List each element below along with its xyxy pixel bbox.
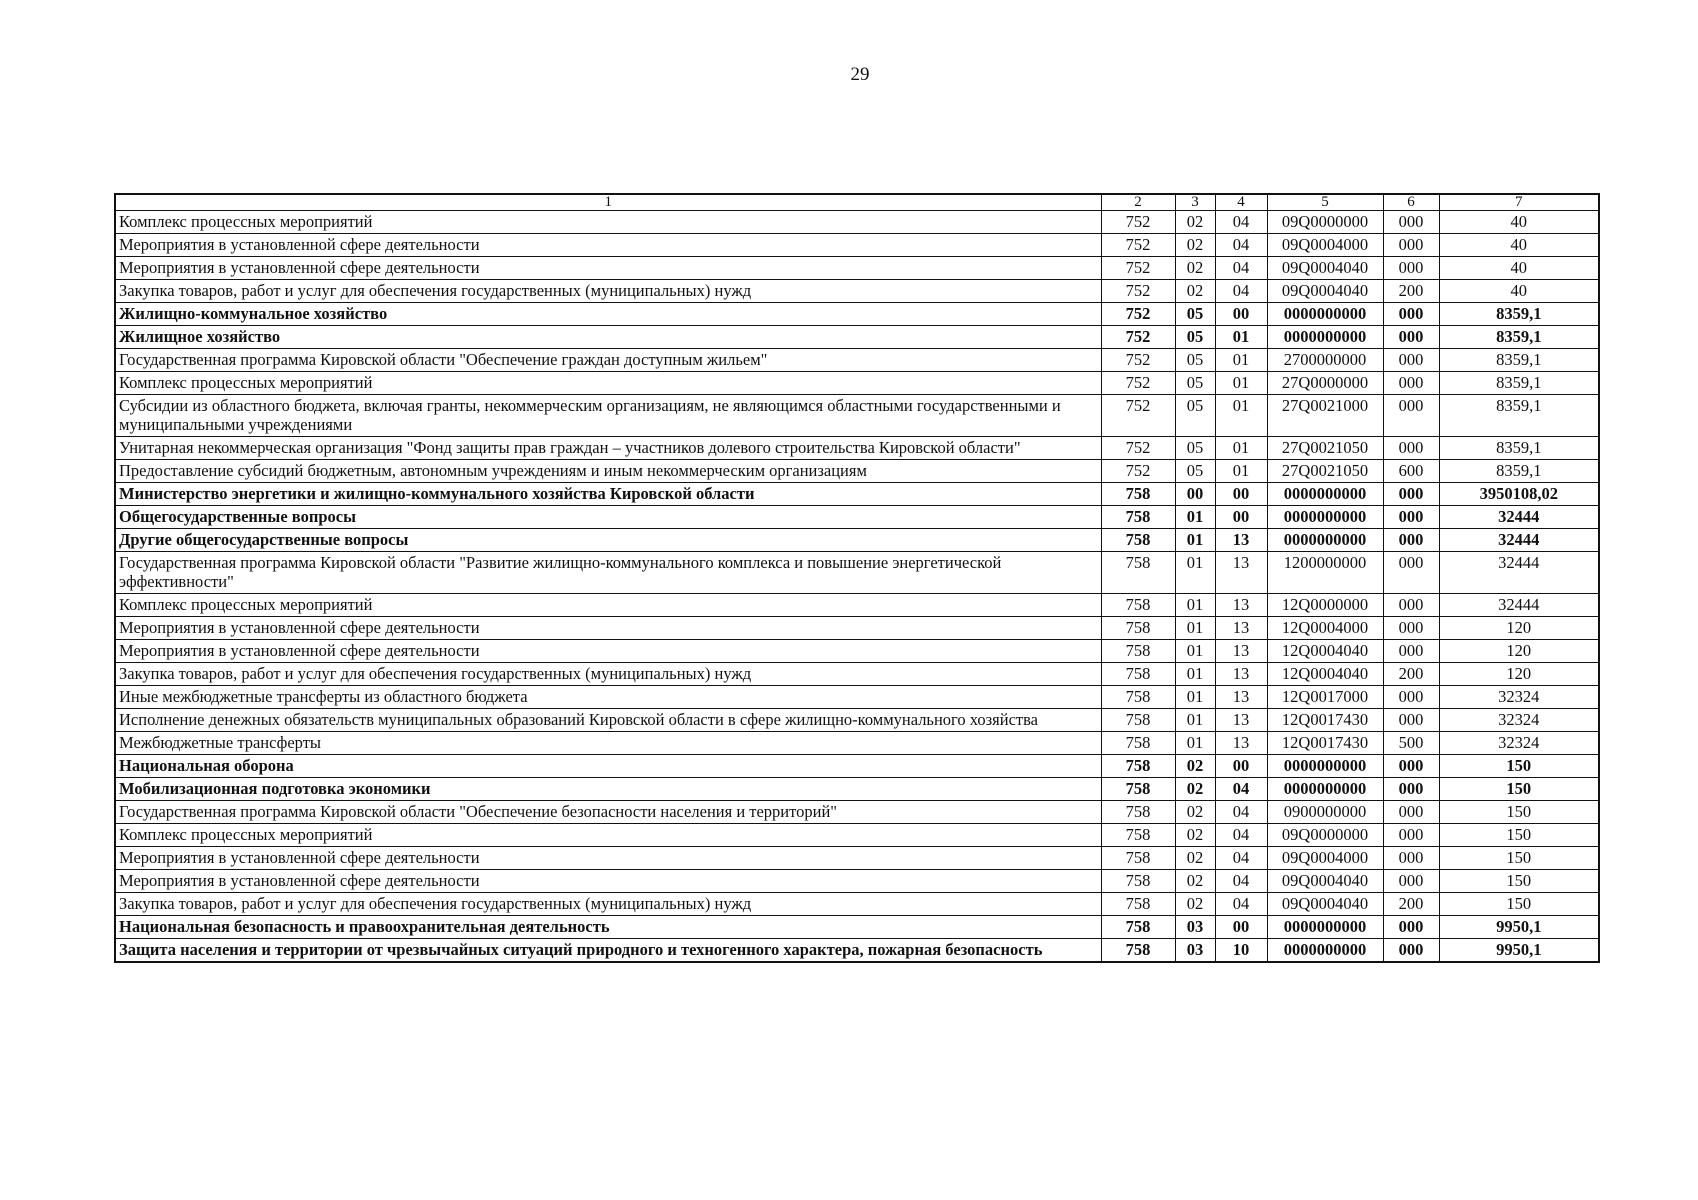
table-row — [115, 437, 1599, 460]
table-row — [115, 349, 1599, 372]
row-subsection-cell: 04 — [1215, 801, 1267, 824]
table-row — [115, 755, 1599, 778]
row-section-cell: 01 — [1175, 529, 1215, 552]
row-section-cell: 05 — [1175, 437, 1215, 460]
row-name-cell: Национальная безопасность и правоохранительная деятельность — [115, 916, 1101, 939]
row-expense-type-cell: 000 — [1383, 870, 1439, 893]
row-section-cell: 01 — [1175, 617, 1215, 640]
row-expense-type-cell: 000 — [1383, 617, 1439, 640]
row-amount-cell: 150 — [1439, 801, 1599, 824]
row-subsection-cell: 13 — [1215, 640, 1267, 663]
table-row — [115, 686, 1599, 709]
row-amount-cell: 40 — [1439, 280, 1599, 303]
row-grbs-cell: 758 — [1101, 732, 1175, 755]
row-expense-type-cell: 600 — [1383, 460, 1439, 483]
header-cell-1: 1 — [115, 194, 1101, 211]
row-target-code-cell: 0000000000 — [1267, 755, 1383, 778]
row-section-cell: 05 — [1175, 372, 1215, 395]
row-target-code-cell: 12Q0017000 — [1267, 686, 1383, 709]
row-target-code-cell: 2700000000 — [1267, 349, 1383, 372]
row-subsection-cell: 04 — [1215, 893, 1267, 916]
row-name-cell: Государственная программа Кировской области "Обеспечение граждан доступным жильем" — [115, 349, 1101, 372]
row-subsection-cell: 13 — [1215, 732, 1267, 755]
row-section-cell: 00 — [1175, 483, 1215, 506]
row-grbs-cell: 758 — [1101, 552, 1175, 594]
row-section-cell: 05 — [1175, 395, 1215, 437]
row-expense-type-cell: 000 — [1383, 755, 1439, 778]
row-subsection-cell: 01 — [1215, 349, 1267, 372]
table-row — [115, 801, 1599, 824]
row-target-code-cell: 12Q0000000 — [1267, 594, 1383, 617]
row-section-cell: 02 — [1175, 234, 1215, 257]
row-subsection-cell: 04 — [1215, 280, 1267, 303]
table-row — [115, 732, 1599, 755]
row-amount-cell: 120 — [1439, 617, 1599, 640]
row-amount-cell: 8359,1 — [1439, 437, 1599, 460]
row-grbs-cell: 758 — [1101, 686, 1175, 709]
row-subsection-cell: 04 — [1215, 257, 1267, 280]
row-expense-type-cell: 000 — [1383, 824, 1439, 847]
table-row — [115, 372, 1599, 395]
row-expense-type-cell: 200 — [1383, 663, 1439, 686]
row-subsection-cell: 04 — [1215, 778, 1267, 801]
row-name-cell: Закупка товаров, работ и услуг для обеспечения государственных (муниципальных) нужд — [115, 663, 1101, 686]
row-grbs-cell: 758 — [1101, 939, 1175, 963]
row-expense-type-cell: 000 — [1383, 778, 1439, 801]
row-section-cell: 02 — [1175, 847, 1215, 870]
row-amount-cell: 8359,1 — [1439, 395, 1599, 437]
row-grbs-cell: 758 — [1101, 824, 1175, 847]
row-expense-type-cell: 000 — [1383, 594, 1439, 617]
row-name-cell: Государственная программа Кировской области "Развитие жилищно-коммунального комплекса и повышение энергетической эффективности" — [115, 552, 1101, 594]
row-target-code-cell: 12Q0004040 — [1267, 640, 1383, 663]
row-amount-cell: 32444 — [1439, 529, 1599, 552]
header-cell-2: 2 — [1101, 194, 1175, 211]
row-section-cell: 03 — [1175, 916, 1215, 939]
row-name-cell: Мероприятия в установленной сфере деятельности — [115, 847, 1101, 870]
row-subsection-cell: 01 — [1215, 460, 1267, 483]
row-subsection-cell: 04 — [1215, 847, 1267, 870]
row-expense-type-cell: 000 — [1383, 847, 1439, 870]
row-subsection-cell: 04 — [1215, 824, 1267, 847]
row-amount-cell: 32324 — [1439, 709, 1599, 732]
page-number: 29 — [850, 64, 870, 85]
row-name-cell: Комплекс процессных мероприятий — [115, 372, 1101, 395]
row-target-code-cell: 09Q0004040 — [1267, 257, 1383, 280]
row-expense-type-cell: 000 — [1383, 326, 1439, 349]
row-grbs-cell: 752 — [1101, 395, 1175, 437]
row-section-cell: 05 — [1175, 460, 1215, 483]
table-row — [115, 893, 1599, 916]
row-target-code-cell: 09Q0004000 — [1267, 847, 1383, 870]
row-subsection-cell: 00 — [1215, 483, 1267, 506]
row-target-code-cell: 27Q0021050 — [1267, 460, 1383, 483]
row-grbs-cell: 752 — [1101, 234, 1175, 257]
row-target-code-cell: 0000000000 — [1267, 483, 1383, 506]
row-section-cell: 05 — [1175, 303, 1215, 326]
row-grbs-cell: 752 — [1101, 437, 1175, 460]
table-row — [115, 870, 1599, 893]
row-target-code-cell: 12Q0004040 — [1267, 663, 1383, 686]
row-amount-cell: 150 — [1439, 870, 1599, 893]
row-grbs-cell: 758 — [1101, 483, 1175, 506]
row-section-cell: 02 — [1175, 870, 1215, 893]
row-name-cell: Унитарная некоммерческая организация "Фонд защиты прав граждан – участников долевого строительства Кировской области" — [115, 437, 1101, 460]
row-subsection-cell: 00 — [1215, 303, 1267, 326]
row-expense-type-cell: 000 — [1383, 916, 1439, 939]
row-expense-type-cell: 000 — [1383, 686, 1439, 709]
row-subsection-cell: 13 — [1215, 709, 1267, 732]
row-subsection-cell: 04 — [1215, 211, 1267, 234]
row-grbs-cell: 752 — [1101, 211, 1175, 234]
row-section-cell: 01 — [1175, 663, 1215, 686]
header-cell-6: 6 — [1383, 194, 1439, 211]
row-amount-cell: 150 — [1439, 778, 1599, 801]
row-grbs-cell: 758 — [1101, 847, 1175, 870]
table-row — [115, 280, 1599, 303]
row-grbs-cell: 752 — [1101, 326, 1175, 349]
header-cell-3: 3 — [1175, 194, 1215, 211]
row-name-cell: Закупка товаров, работ и услуг для обеспечения государственных (муниципальных) нужд — [115, 893, 1101, 916]
row-amount-cell: 9950,1 — [1439, 939, 1599, 963]
row-name-cell: Мероприятия в установленной сфере деятельности — [115, 870, 1101, 893]
row-name-cell: Жилищное хозяйство — [115, 326, 1101, 349]
row-name-cell: Мобилизационная подготовка экономики — [115, 778, 1101, 801]
row-amount-cell: 32324 — [1439, 732, 1599, 755]
row-name-cell: Мероприятия в установленной сфере деятельности — [115, 617, 1101, 640]
header-cell-7: 7 — [1439, 194, 1599, 211]
table-row — [115, 395, 1599, 437]
row-expense-type-cell: 000 — [1383, 939, 1439, 963]
row-grbs-cell: 758 — [1101, 617, 1175, 640]
row-target-code-cell: 0900000000 — [1267, 801, 1383, 824]
row-expense-type-cell: 200 — [1383, 280, 1439, 303]
row-subsection-cell: 04 — [1215, 870, 1267, 893]
row-target-code-cell: 27Q0000000 — [1267, 372, 1383, 395]
row-section-cell: 02 — [1175, 778, 1215, 801]
table-row — [115, 939, 1599, 963]
row-section-cell: 02 — [1175, 257, 1215, 280]
row-section-cell: 01 — [1175, 686, 1215, 709]
row-expense-type-cell: 000 — [1383, 640, 1439, 663]
row-expense-type-cell: 200 — [1383, 893, 1439, 916]
row-expense-type-cell: 000 — [1383, 211, 1439, 234]
row-grbs-cell: 758 — [1101, 870, 1175, 893]
row-grbs-cell: 758 — [1101, 640, 1175, 663]
row-name-cell: Защита населения и территории от чрезвычайных ситуаций природного и техногенного характера, пожарная безопасность — [115, 939, 1101, 963]
row-name-cell: Иные межбюджетные трансферты из областного бюджета — [115, 686, 1101, 709]
row-amount-cell: 40 — [1439, 234, 1599, 257]
row-section-cell: 01 — [1175, 506, 1215, 529]
row-target-code-cell: 09Q0004040 — [1267, 870, 1383, 893]
row-grbs-cell: 758 — [1101, 801, 1175, 824]
row-target-code-cell: 09Q0000000 — [1267, 824, 1383, 847]
row-expense-type-cell: 000 — [1383, 257, 1439, 280]
row-subsection-cell: 00 — [1215, 916, 1267, 939]
row-name-cell: Жилищно-коммунальное хозяйство — [115, 303, 1101, 326]
row-grbs-cell: 758 — [1101, 663, 1175, 686]
row-name-cell: Общегосударственные вопросы — [115, 506, 1101, 529]
table-row — [115, 594, 1599, 617]
row-target-code-cell: 09Q0004040 — [1267, 280, 1383, 303]
row-grbs-cell: 758 — [1101, 893, 1175, 916]
header-cell-4: 4 — [1215, 194, 1267, 211]
row-subsection-cell: 04 — [1215, 234, 1267, 257]
row-grbs-cell: 752 — [1101, 280, 1175, 303]
row-name-cell: Государственная программа Кировской области "Обеспечение безопасности населения и территорий" — [115, 801, 1101, 824]
budget-table — [114, 193, 1600, 963]
table-row — [115, 916, 1599, 939]
table-row — [115, 778, 1599, 801]
row-target-code-cell: 09Q0000000 — [1267, 211, 1383, 234]
table-row — [115, 663, 1599, 686]
row-section-cell: 02 — [1175, 211, 1215, 234]
row-name-cell: Национальная оборона — [115, 755, 1101, 778]
row-expense-type-cell: 500 — [1383, 732, 1439, 755]
row-subsection-cell: 01 — [1215, 437, 1267, 460]
table-header-row — [115, 194, 1599, 211]
table-row — [115, 303, 1599, 326]
row-expense-type-cell: 000 — [1383, 709, 1439, 732]
row-grbs-cell: 758 — [1101, 506, 1175, 529]
row-section-cell: 05 — [1175, 326, 1215, 349]
row-amount-cell: 40 — [1439, 211, 1599, 234]
row-amount-cell: 32324 — [1439, 686, 1599, 709]
row-name-cell: Мероприятия в установленной сфере деятельности — [115, 234, 1101, 257]
row-grbs-cell: 758 — [1101, 778, 1175, 801]
row-subsection-cell: 13 — [1215, 686, 1267, 709]
row-target-code-cell: 0000000000 — [1267, 778, 1383, 801]
row-grbs-cell: 752 — [1101, 372, 1175, 395]
row-name-cell: Министерство энергетики и жилищно-коммунального хозяйства Кировской области — [115, 483, 1101, 506]
row-subsection-cell: 13 — [1215, 663, 1267, 686]
row-amount-cell: 9950,1 — [1439, 916, 1599, 939]
row-target-code-cell: 0000000000 — [1267, 326, 1383, 349]
table-row — [115, 211, 1599, 234]
row-amount-cell: 8359,1 — [1439, 372, 1599, 395]
row-subsection-cell: 00 — [1215, 506, 1267, 529]
row-expense-type-cell: 000 — [1383, 303, 1439, 326]
row-section-cell: 02 — [1175, 824, 1215, 847]
row-target-code-cell: 1200000000 — [1267, 552, 1383, 594]
row-expense-type-cell: 000 — [1383, 372, 1439, 395]
row-target-code-cell: 0000000000 — [1267, 303, 1383, 326]
table-row — [115, 640, 1599, 663]
row-subsection-cell: 01 — [1215, 372, 1267, 395]
row-amount-cell: 32444 — [1439, 552, 1599, 594]
table-row — [115, 847, 1599, 870]
row-amount-cell: 150 — [1439, 824, 1599, 847]
row-subsection-cell: 01 — [1215, 395, 1267, 437]
row-expense-type-cell: 000 — [1383, 801, 1439, 824]
row-grbs-cell: 752 — [1101, 303, 1175, 326]
row-amount-cell: 120 — [1439, 663, 1599, 686]
row-section-cell: 02 — [1175, 893, 1215, 916]
row-section-cell: 01 — [1175, 552, 1215, 594]
table-row — [115, 326, 1599, 349]
row-section-cell: 02 — [1175, 801, 1215, 824]
row-grbs-cell: 758 — [1101, 755, 1175, 778]
row-grbs-cell: 758 — [1101, 916, 1175, 939]
row-target-code-cell: 0000000000 — [1267, 529, 1383, 552]
row-expense-type-cell: 000 — [1383, 552, 1439, 594]
header-cell-5: 5 — [1267, 194, 1383, 211]
row-section-cell: 05 — [1175, 349, 1215, 372]
row-section-cell: 02 — [1175, 280, 1215, 303]
row-amount-cell: 150 — [1439, 755, 1599, 778]
row-section-cell: 01 — [1175, 709, 1215, 732]
row-grbs-cell: 752 — [1101, 460, 1175, 483]
row-amount-cell: 32444 — [1439, 594, 1599, 617]
row-subsection-cell: 00 — [1215, 755, 1267, 778]
row-amount-cell: 120 — [1439, 640, 1599, 663]
row-expense-type-cell: 000 — [1383, 506, 1439, 529]
row-target-code-cell: 0000000000 — [1267, 916, 1383, 939]
row-amount-cell: 8359,1 — [1439, 326, 1599, 349]
row-expense-type-cell: 000 — [1383, 395, 1439, 437]
row-target-code-cell: 12Q0017430 — [1267, 709, 1383, 732]
row-target-code-cell: 0000000000 — [1267, 939, 1383, 963]
row-name-cell: Закупка товаров, работ и услуг для обеспечения государственных (муниципальных) нужд — [115, 280, 1101, 303]
row-section-cell: 02 — [1175, 755, 1215, 778]
table-row — [115, 709, 1599, 732]
row-name-cell: Комплекс процессных мероприятий — [115, 824, 1101, 847]
row-amount-cell: 150 — [1439, 893, 1599, 916]
row-target-code-cell: 27Q0021000 — [1267, 395, 1383, 437]
row-name-cell: Предоставление субсидий бюджетным, автономным учреждениям и иным некоммерческим организациям — [115, 460, 1101, 483]
row-subsection-cell: 01 — [1215, 326, 1267, 349]
row-amount-cell: 32444 — [1439, 506, 1599, 529]
row-expense-type-cell: 000 — [1383, 437, 1439, 460]
row-subsection-cell: 10 — [1215, 939, 1267, 963]
row-expense-type-cell: 000 — [1383, 349, 1439, 372]
row-grbs-cell: 752 — [1101, 349, 1175, 372]
row-target-code-cell: 09Q0004040 — [1267, 893, 1383, 916]
row-subsection-cell: 13 — [1215, 594, 1267, 617]
row-subsection-cell: 13 — [1215, 529, 1267, 552]
row-expense-type-cell: 000 — [1383, 234, 1439, 257]
table-row — [115, 483, 1599, 506]
row-amount-cell: 40 — [1439, 257, 1599, 280]
row-name-cell: Другие общегосударственные вопросы — [115, 529, 1101, 552]
row-target-code-cell: 09Q0004000 — [1267, 234, 1383, 257]
table-row — [115, 257, 1599, 280]
row-name-cell: Исполнение денежных обязательств муниципальных образований Кировской области в сфере жилищно-коммунального хозяйства — [115, 709, 1101, 732]
table-row — [115, 506, 1599, 529]
row-name-cell: Мероприятия в установленной сфере деятельности — [115, 640, 1101, 663]
row-target-code-cell: 0000000000 — [1267, 506, 1383, 529]
row-expense-type-cell: 000 — [1383, 529, 1439, 552]
table-row — [115, 617, 1599, 640]
row-name-cell: Мероприятия в установленной сфере деятельности — [115, 257, 1101, 280]
row-grbs-cell: 758 — [1101, 709, 1175, 732]
row-name-cell: Комплекс процессных мероприятий — [115, 211, 1101, 234]
row-amount-cell: 8359,1 — [1439, 349, 1599, 372]
row-amount-cell: 8359,1 — [1439, 460, 1599, 483]
table-row — [115, 824, 1599, 847]
row-grbs-cell: 758 — [1101, 529, 1175, 552]
table-row — [115, 234, 1599, 257]
table-row — [115, 460, 1599, 483]
table-body — [115, 194, 1599, 962]
row-target-code-cell: 27Q0021050 — [1267, 437, 1383, 460]
table-row — [115, 529, 1599, 552]
row-section-cell: 03 — [1175, 939, 1215, 963]
row-amount-cell: 150 — [1439, 847, 1599, 870]
row-target-code-cell: 12Q0004000 — [1267, 617, 1383, 640]
row-amount-cell: 8359,1 — [1439, 303, 1599, 326]
row-name-cell: Субсидии из областного бюджета, включая гранты, некоммерческим организациям, не являющимся областными государственными и муниципальными учреждениями — [115, 395, 1101, 437]
row-name-cell: Межбюджетные трансферты — [115, 732, 1101, 755]
row-target-code-cell: 12Q0017430 — [1267, 732, 1383, 755]
row-grbs-cell: 758 — [1101, 594, 1175, 617]
row-subsection-cell: 13 — [1215, 552, 1267, 594]
row-grbs-cell: 752 — [1101, 257, 1175, 280]
row-amount-cell: 3950108,02 — [1439, 483, 1599, 506]
table-row — [115, 552, 1599, 594]
row-name-cell: Комплекс процессных мероприятий — [115, 594, 1101, 617]
row-section-cell: 01 — [1175, 732, 1215, 755]
row-section-cell: 01 — [1175, 594, 1215, 617]
row-section-cell: 01 — [1175, 640, 1215, 663]
row-subsection-cell: 13 — [1215, 617, 1267, 640]
row-expense-type-cell: 000 — [1383, 483, 1439, 506]
